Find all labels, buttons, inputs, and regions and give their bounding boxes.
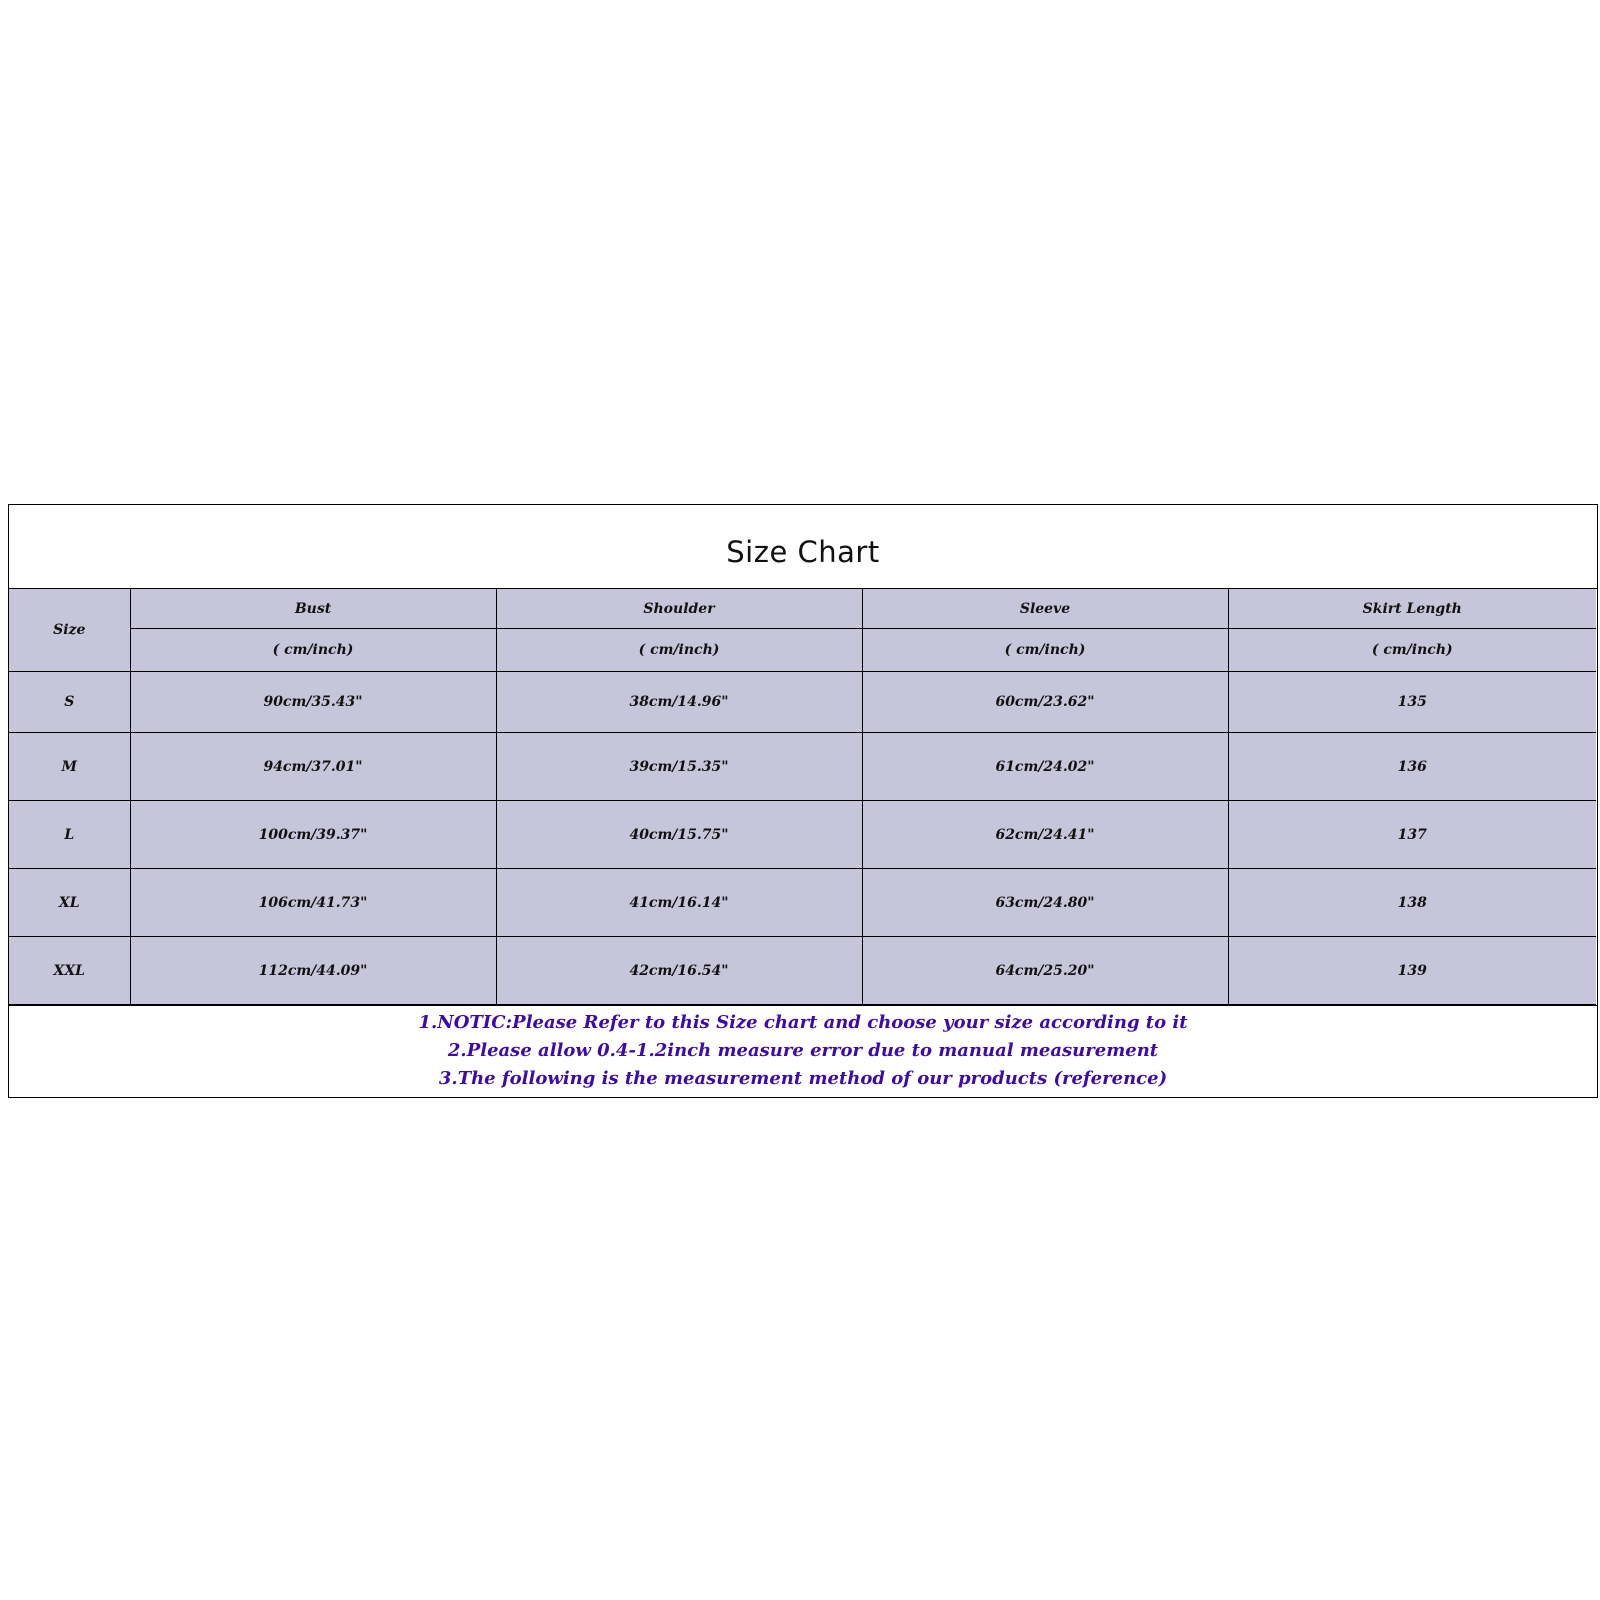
bust-cell: 94cm/37.01" — [130, 733, 496, 801]
sleeve-cell: 63cm/24.80" — [862, 869, 1228, 937]
size-table — [9, 589, 1596, 1005]
bust-cell: 90cm/35.43" — [130, 672, 496, 733]
note-line: 1.NOTIC:Please Refer to this Size chart and choose your size according to it — [418, 1012, 1188, 1033]
skirt-length-cell: 136 — [1228, 733, 1596, 801]
title-bar — [9, 505, 1597, 589]
note-line: 3.The following is the measurement method of our products (reference) — [438, 1068, 1168, 1089]
column-header-bust: Bust — [130, 589, 496, 629]
skirt-length-cell: 137 — [1228, 801, 1596, 869]
column-header-skirt-length: Skirt Length — [1228, 589, 1596, 629]
shoulder-cell: 40cm/15.75" — [496, 801, 862, 869]
column-unit-skirt-length: ( cm/inch) — [1228, 629, 1596, 672]
chart-title: Size Chart — [726, 534, 880, 569]
bust-cell: 112cm/44.09" — [130, 937, 496, 1005]
note-line: 2.Please allow 0.4-1.2inch measure error due to manual measurement — [447, 1040, 1159, 1061]
size-cell: L — [9, 801, 130, 869]
size-cell: XXL — [9, 937, 130, 1005]
sleeve-cell: 61cm/24.02" — [862, 733, 1228, 801]
bust-cell: 100cm/39.37" — [130, 801, 496, 869]
header-row-names — [9, 589, 1596, 629]
table-row — [9, 672, 1596, 733]
table-row — [9, 869, 1596, 937]
table-row — [9, 937, 1596, 1005]
shoulder-cell: 41cm/16.14" — [496, 869, 862, 937]
shoulder-cell: 39cm/15.35" — [496, 733, 862, 801]
skirt-length-cell: 139 — [1228, 937, 1596, 1005]
bust-cell: 106cm/41.73" — [130, 869, 496, 937]
sleeve-cell: 64cm/25.20" — [862, 937, 1228, 1005]
size-cell: XL — [9, 869, 130, 937]
skirt-length-cell: 138 — [1228, 869, 1596, 937]
table-row — [9, 733, 1596, 801]
table-row — [9, 801, 1596, 869]
size-cell: M — [9, 733, 130, 801]
skirt-length-cell: 135 — [1228, 672, 1596, 733]
size-chart — [8, 504, 1598, 1098]
header-row-units — [9, 629, 1596, 672]
sleeve-cell: 62cm/24.41" — [862, 801, 1228, 869]
size-header: Size — [9, 589, 130, 672]
column-header-sleeve: Sleeve — [862, 589, 1228, 629]
column-unit-shoulder: ( cm/inch) — [496, 629, 862, 672]
column-unit-bust: ( cm/inch) — [130, 629, 496, 672]
column-header-shoulder: Shoulder — [496, 589, 862, 629]
column-unit-sleeve: ( cm/inch) — [862, 629, 1228, 672]
shoulder-cell: 38cm/14.96" — [496, 672, 862, 733]
sleeve-cell: 60cm/23.62" — [862, 672, 1228, 733]
size-cell: S — [9, 672, 130, 733]
notes-section — [9, 1005, 1597, 1096]
shoulder-cell: 42cm/16.54" — [496, 937, 862, 1005]
